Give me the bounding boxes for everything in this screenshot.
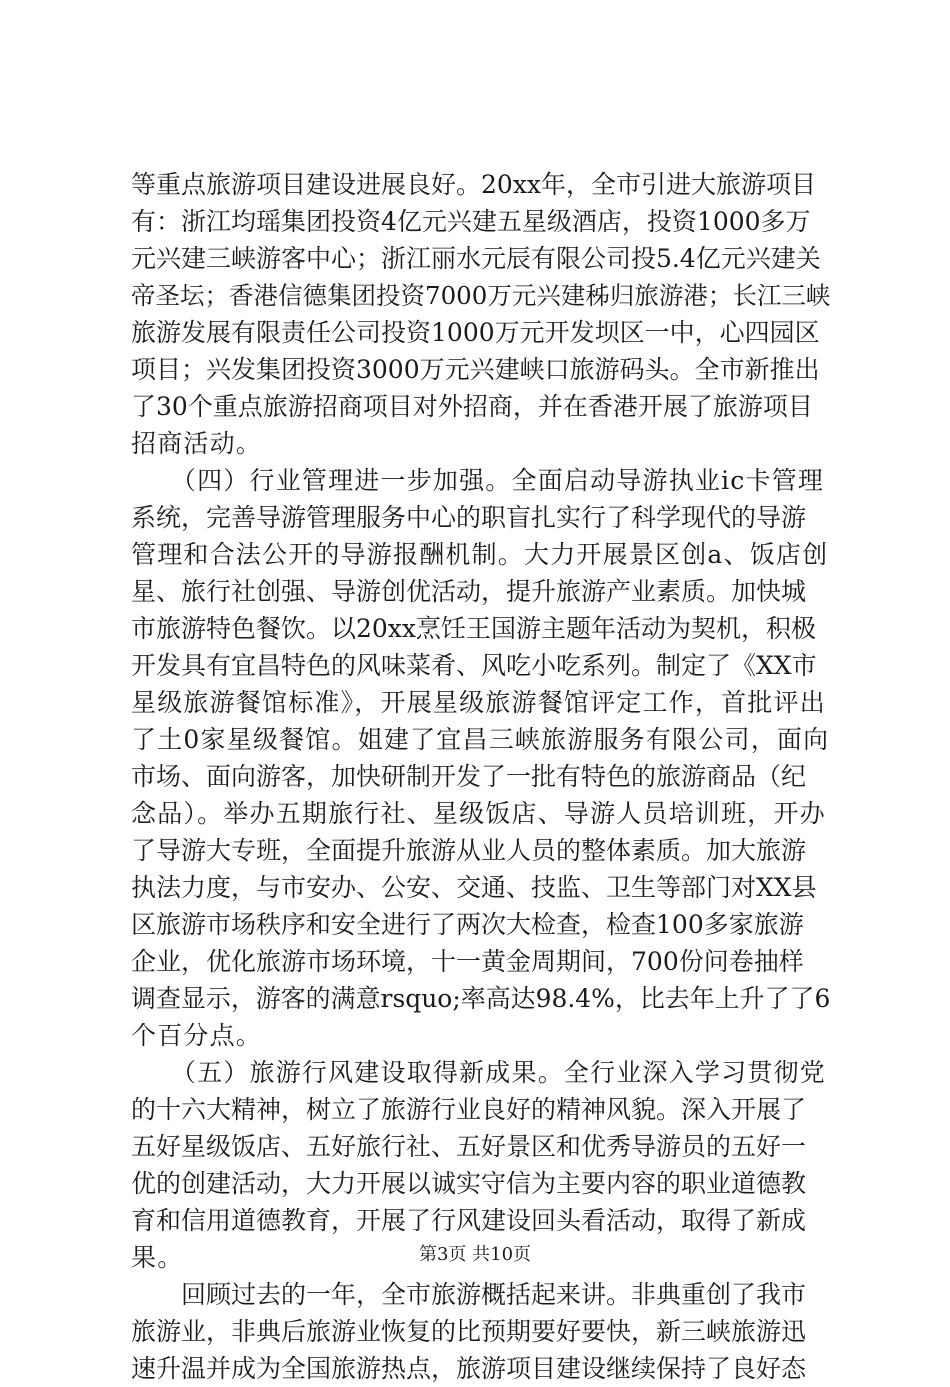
text-line: 市旅游特色餐饮。以20xx烹饪王国游主题年活动为契机，积极	[131, 614, 817, 643]
text-line: 了导游大专班，全面提升旅游从业人员的整体素质。加大旅游	[131, 836, 807, 865]
text-line: 开发具有宜昌特色的风味菜肴、风吃小吃系列。制定了《XX市	[131, 651, 817, 680]
text-line: （四）行业管理进一步加强。全面启动导游执业ic卡管理	[131, 466, 825, 495]
text-line: 回顾过去的一年，全市旅游概括起来讲。非典重创了我市	[131, 1280, 807, 1309]
text-line: 招商活动。	[131, 429, 263, 458]
text-line: 调查显示，游客的满意rsquo;率高达98.4%，比去年上升了了6	[131, 984, 831, 1013]
text-line: 区旅游市场秩序和安全进行了两次大检查，检查100多家旅游	[131, 910, 804, 939]
text-line: （五）旅游行风建设取得新成果。全行业深入学习贯彻党	[131, 1058, 826, 1087]
text-line: 育和信用道德教育，开展了行风建设回头看活动，取得了新成	[131, 1206, 807, 1235]
text-line: 执法力度，与市安办、公安、交通、技监、卫生等部门对XX县	[131, 873, 817, 902]
text-line: 果。	[131, 1243, 184, 1272]
text-line: 系统，完善导游管理服务中心的职盲扎实行了科学现代的导游	[131, 503, 807, 532]
text-line: 元兴建三峡游客中心；浙江丽水元辰有限公司投5.4亿元兴建关	[131, 244, 821, 273]
text-line: 市场、面向游客，加快研制开发了一批有特色的旅游商品（纪	[131, 762, 807, 791]
text-line: 了土0家星级餐馆。姐建了宜昌三峡旅游服务有限公司，面向	[131, 725, 830, 754]
text-line: 管理和合法公开的导游报酬机制。大力开展景区创a、饭店创	[131, 540, 829, 569]
text-line: 旅游业，非典后旅游业恢复的比预期要好要快，新三峡旅游迅	[131, 1317, 807, 1346]
text-line: 旅游发展有限责任公司投资1000万元开发坝区一中，心四园区	[131, 318, 820, 347]
text-line: 等重点旅游项目建设进展良好。20xx年，全市引进大旅游项目	[131, 170, 817, 199]
text-line: 个百分点。	[131, 1021, 263, 1050]
text-line: 念品）。举办五期旅行社、星级饭店、导游人员培训班，开办	[131, 799, 826, 828]
text-line: 星、旅行社创强、导游创优活动，提升旅游产业素质。加快城	[131, 577, 807, 606]
text-line: 速升温并成为全国旅游热点，旅游项目建设继续保持了良好态	[131, 1354, 807, 1383]
text-line: 企业，优化旅游市场环境，十一黄金周期间，700份问卷抽样	[131, 947, 804, 976]
text-line: 五好星级饭店、五好旅行社、五好景区和优秀导游员的五好一	[131, 1132, 807, 1161]
page-number-footer: 第3页 共10页	[418, 1244, 532, 1265]
text-line: 了30个重点旅游招商项目对外招商，并在香港开展了旅游项目	[131, 392, 813, 421]
text-line: 项目；兴发集团投资3000万元兴建峡口旅游码头。全市新推出	[131, 355, 820, 384]
text-line: 的十六大精神，树立了旅游行业良好的精神风貌。深入开展了	[131, 1095, 807, 1124]
document-body	[131, 166, 831, 1387]
text-line: 有：浙江均瑶集团投资4亿元兴建五星级酒店，投资1000多万	[131, 207, 811, 236]
text-line: 星级旅游餐馆标准》，开展星级旅游餐馆评定工作，首批评出	[131, 688, 826, 717]
text-line: 优的创建活动，大力开展以诚实守信为主要内容的职业道德教	[131, 1169, 807, 1198]
text-line: 帝圣坛；香港信德集团投资7000万元兴建秭归旅游港；长江三峡	[131, 281, 831, 310]
